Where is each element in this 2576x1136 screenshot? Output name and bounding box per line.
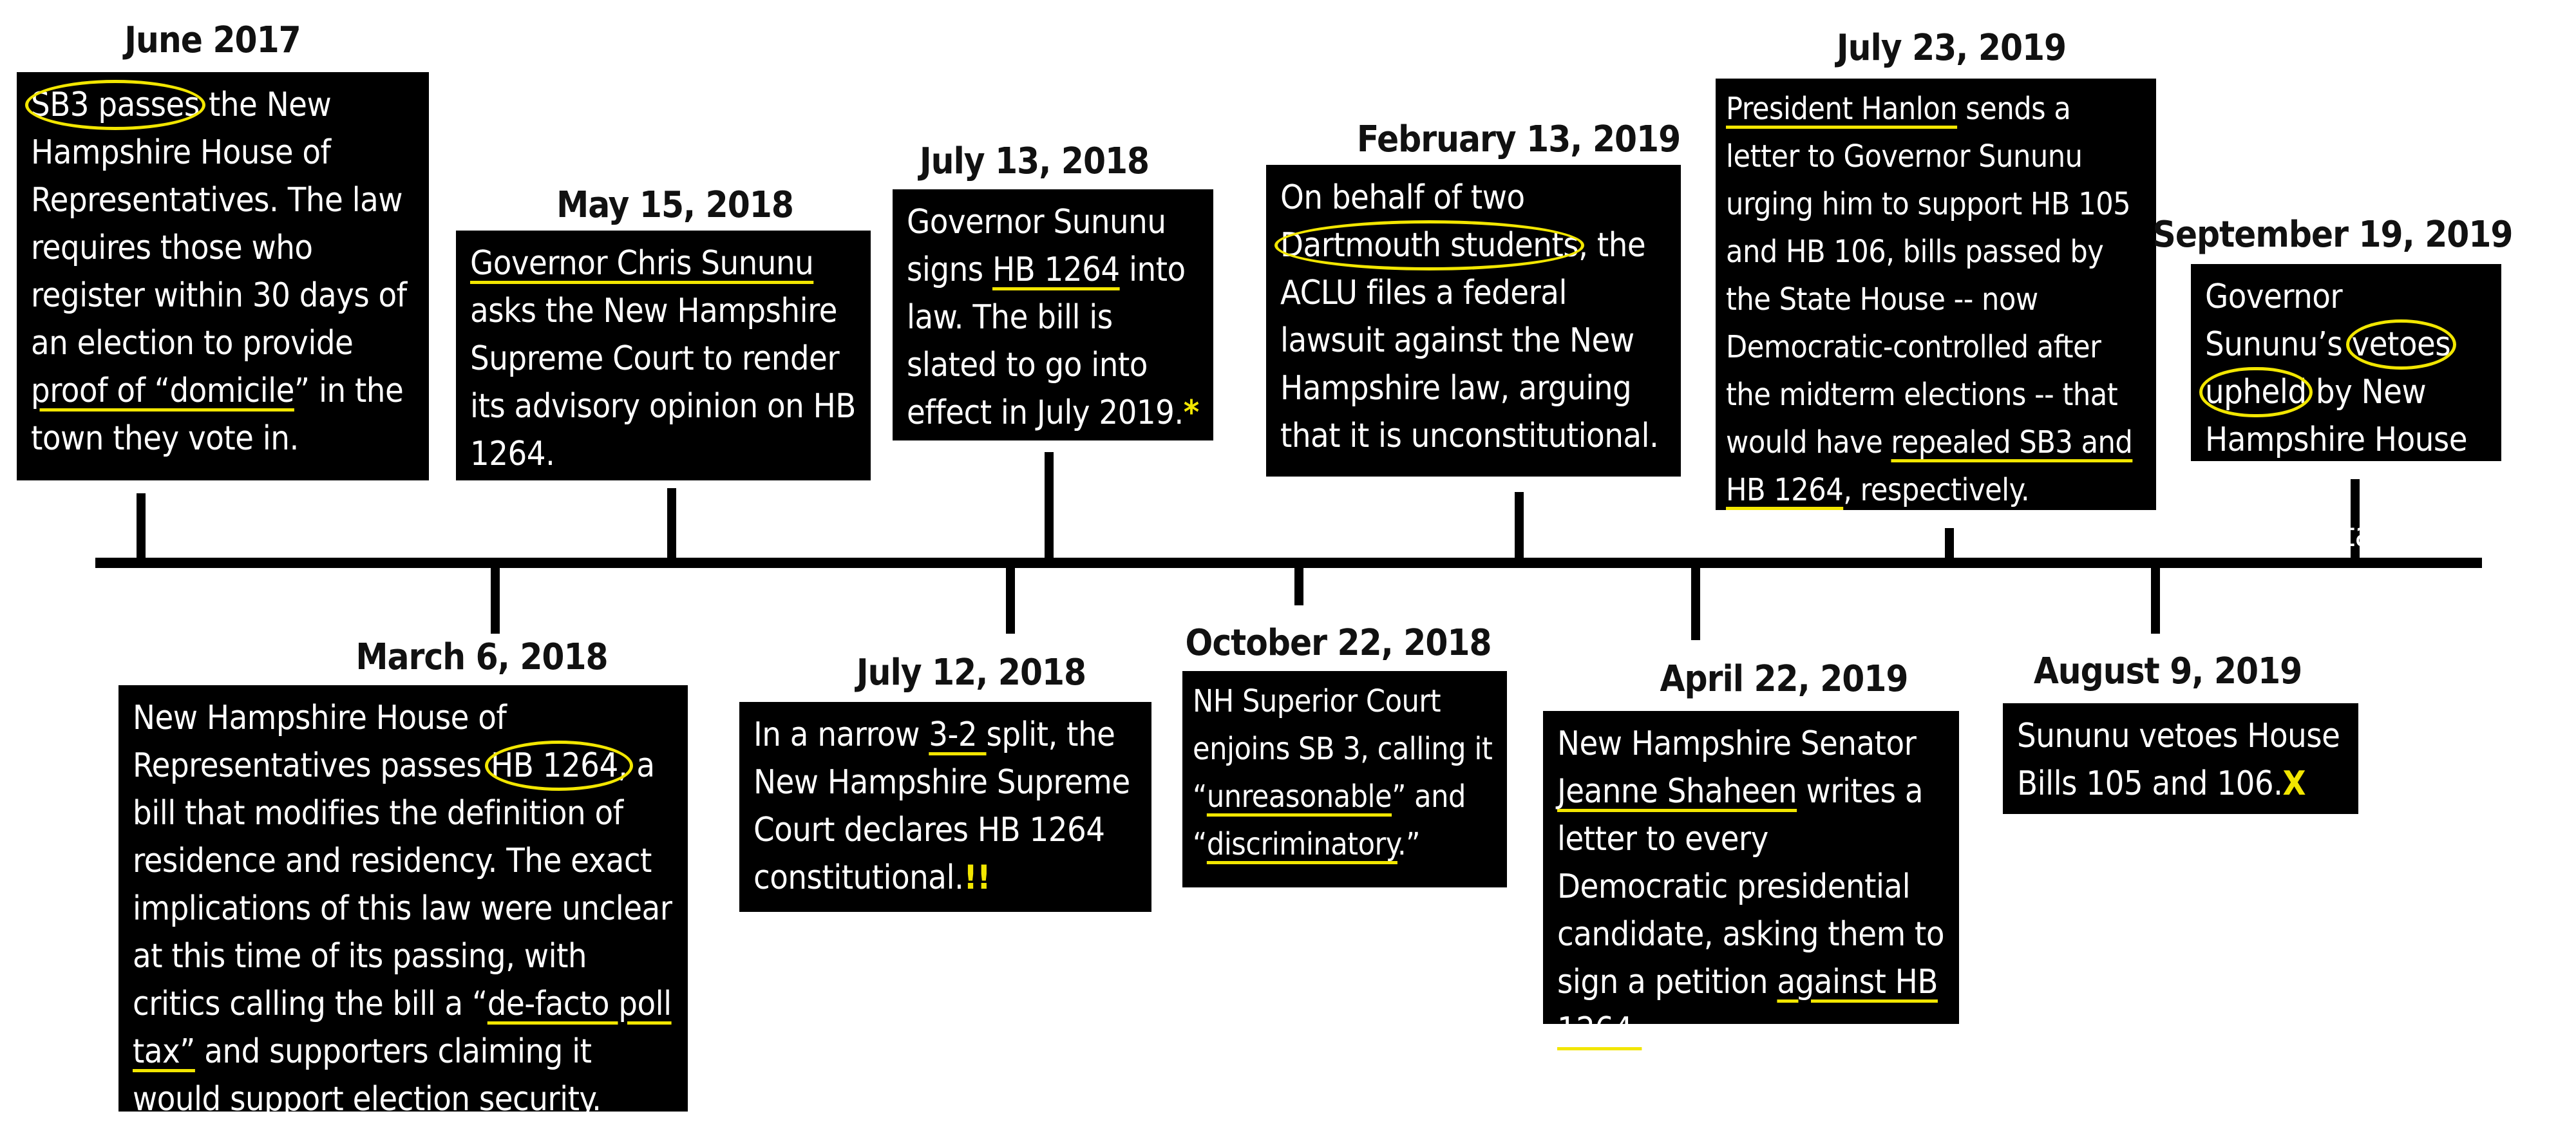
event-date: May 15, 2018 <box>556 184 793 226</box>
event-date: June 2017 <box>124 19 301 61</box>
highlighted-text: unreasonable <box>1206 779 1392 815</box>
event-card <box>1182 671 1507 887</box>
highlighted-text: vetoes upheld <box>2205 325 2451 412</box>
event-text: Sununu vetoes House Bills 105 and 106. <box>2017 717 2340 803</box>
event-date: July 12, 2018 <box>856 652 1086 694</box>
event-text: writes a letter to every Democratic presidential candidate, asking them to sign a petition <box>1557 772 1944 1001</box>
event-text: ” and “ <box>1193 779 1466 862</box>
event-card <box>1266 165 1681 477</box>
tick-july-13-2018 <box>1045 452 1054 563</box>
event-card <box>456 231 871 480</box>
event-text: , respectively. <box>1843 472 2030 508</box>
event-text: New Hampshire House of Representatives passes <box>133 699 507 785</box>
highlighted-text: repealed SB3 and HB 1264 <box>1726 424 2133 508</box>
tick-march-6-2018 <box>491 563 500 634</box>
event-text: On behalf of two <box>1280 178 1525 217</box>
event-text: New Hampshire Senator <box>1557 724 1917 763</box>
event-text: Governor Sununu signs <box>907 203 1166 289</box>
highlighted-text: Governor Chris Sununu <box>470 244 814 283</box>
highlighted-text: de-facto poll tax” <box>133 985 672 1071</box>
event-date: February 13, 2019 <box>1356 118 1681 160</box>
tick-may-15-2018 <box>667 488 676 563</box>
event-text: In a narrow <box>753 715 929 754</box>
event-text: by New Hampshire House of Representatives. <box>2205 373 2468 554</box>
tick-july-23-2019 <box>1945 528 1954 563</box>
highlighted-text: X <box>2282 764 2306 803</box>
highlighted-text: HB 1264 <box>992 251 1120 289</box>
event-text: ” in the town they vote in. <box>31 372 404 458</box>
event-text: a bill that modifies the definition of residence and residency. The exact implications of this law were unclear at this time of its passing, with critics calling the bill a “ <box>133 746 672 1023</box>
tick-august-9-2019 <box>2151 563 2160 634</box>
event-text: split, the New Hampshire Supreme Court declares HB 1264 constitutional. <box>753 715 1130 897</box>
event-date: March 6, 2018 <box>355 636 608 678</box>
event-text: the New Hampshire House of Representatives. The law requires those who register within 30 days of an election to provide <box>31 86 407 363</box>
tick-april-22-2019 <box>1691 563 1700 640</box>
event-text: , the ACLU files a federal lawsuit against the New Hampshire law, arguing that it is unconstitutional. <box>1280 226 1659 455</box>
highlighted-text: !! <box>963 858 990 897</box>
event-card <box>1543 711 1959 1049</box>
timeline-axis <box>95 558 2482 568</box>
event-date: August 9, 2019 <box>2033 650 2302 692</box>
event-text: into law. The bill is slated to go into effect in July 2019. <box>907 251 1186 432</box>
event-card <box>893 189 1213 440</box>
tick-february-13-2019 <box>1515 492 1524 563</box>
highlighted-text: discriminatory <box>1206 826 1397 862</box>
event-card <box>739 702 1151 912</box>
event-card <box>2003 703 2358 814</box>
highlighted-text: proof of “domicile <box>31 372 294 410</box>
highlighted-text: SB3 passes <box>31 86 200 124</box>
highlighted-text: President Hanlon <box>1726 91 1958 127</box>
event-text: Governor Sununu’s <box>2205 278 2352 364</box>
event-date: July 23, 2019 <box>1836 27 2067 69</box>
tick-june-2017 <box>137 493 146 563</box>
tick-july-12-2018 <box>1006 563 1015 634</box>
event-date: September 19, 2019 <box>2152 214 2513 256</box>
highlighted-text: Jeanne Shaheen <box>1557 772 1797 811</box>
highlighted-text: against HB 1264. <box>1557 963 1938 1049</box>
event-text: asks the New Hampshire Supreme Court to render its advisory opinion on HB 1264. <box>470 292 856 473</box>
event-text: NH Superior Court enjoins SB 3, calling it “ <box>1193 683 1493 815</box>
event-text: .” <box>1397 826 1421 862</box>
highlighted-text: 3-2 <box>929 715 987 754</box>
event-date: April 22, 2019 <box>1660 658 1908 700</box>
highlighted-text: * <box>1183 393 1199 432</box>
event-date: October 22, 2018 <box>1185 622 1492 664</box>
event-card <box>17 72 429 480</box>
highlighted-text: Dartmouth students <box>1280 226 1579 265</box>
event-card <box>2191 264 2501 554</box>
tick-october-22-2018 <box>1294 563 1303 605</box>
event-date: July 13, 2018 <box>919 140 1150 182</box>
event-card <box>118 685 688 1119</box>
event-text: sends a letter to Governor Sununu urging him to support HB 105 and HB 106, bills passed by the State House -- now Democratic-controlled after the midterm elections -- that would have <box>1726 91 2131 460</box>
event-card <box>1716 79 2156 510</box>
event-text: and supporters claiming it would support election security. <box>133 1032 601 1119</box>
highlighted-text: HB 1264, <box>491 746 628 785</box>
